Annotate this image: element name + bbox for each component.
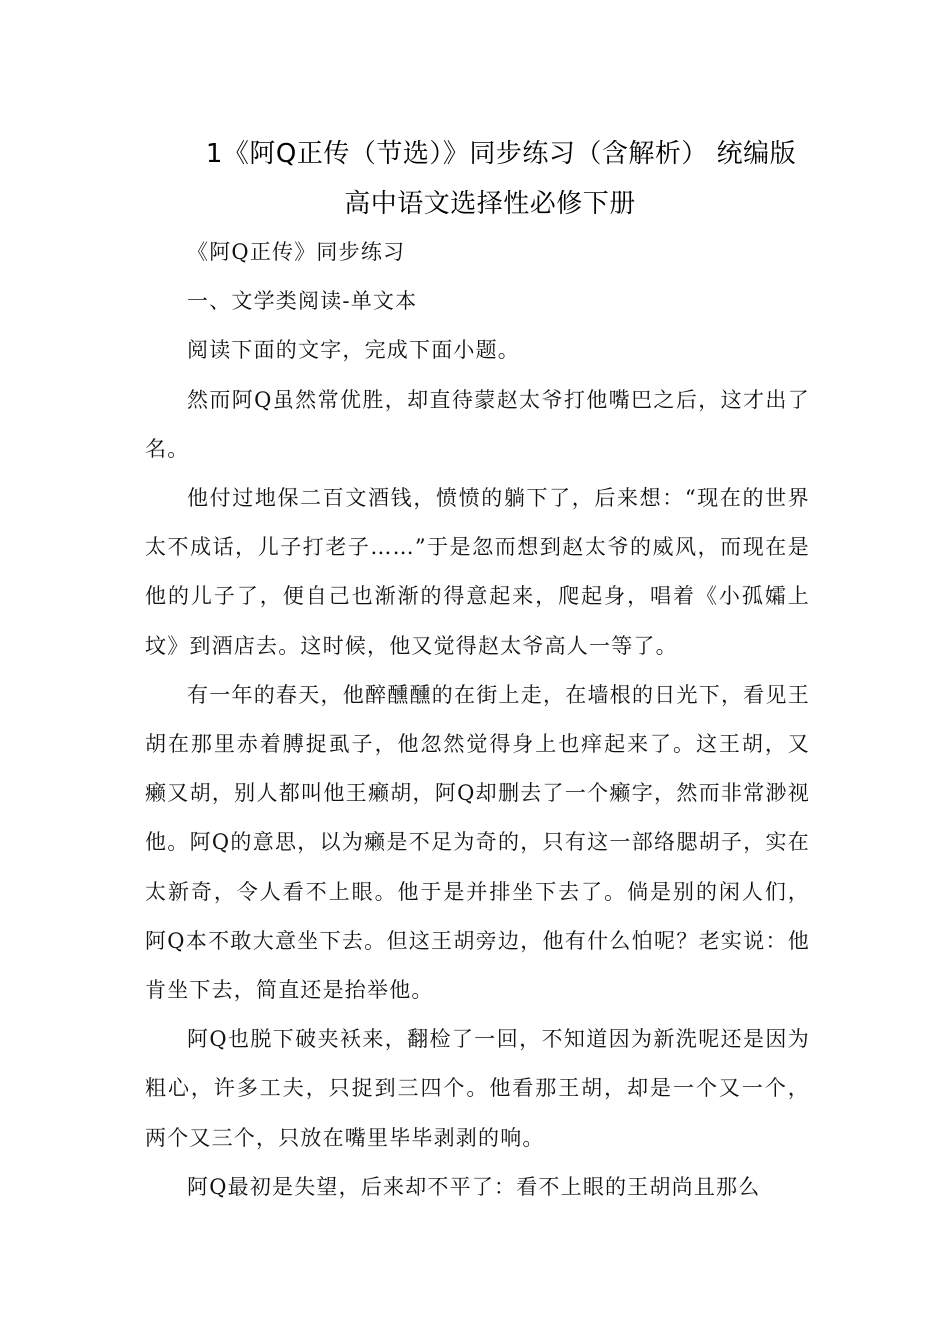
paragraph-5: 阿Q最初是失望，后来却不平了：看不上眼的王胡尚且那么 [187,1174,761,1199]
subtitle: 《阿Q正传》同步练习 [187,240,406,264]
paragraph-1: 然而阿Q虽然常优胜，却直待蒙赵太爷打他嘴巴之后，这才出了名。 [145,387,810,461]
paragraph-2: 他付过地保二百文酒钱，愤愤的躺下了，后来想：“现在的世界太不成话，儿子打老子……”于是忽而想到赵太爷的威风，而现在是他的儿子了，便自己也渐渐的得意起来，爬起身，唱着《小孤孀上坟》到酒店去。这时候，他又觉得赵太爷高人一等了。 [145,486,810,658]
document-title-line2: 高中语文选择性必修下册 [344,189,636,219]
section-heading: 一、文学类阅读-单文本 [187,289,418,314]
document-body [145,228,810,1212]
paragraph-3: 有一年的春天，他醉醺醺的在街上走，在墙根的日光下，看见王胡在那里赤着膊捉虱子，他忽然觉得身上也痒起来了。这王胡，又癞又胡，别人都叫他王癞胡，阿Q却删去了一个癞字，然而非常渺视他。阿Q的意思，以为癞是不足为奇的，只有这一部络腮胡子，实在太新奇，令人看不上眼。他于是并排坐下去了。倘是别的闲人们，阿Q本不敢大意坐下去。但这王胡旁边，他有什么怕呢？老实说：他肯坐下去，简直还是抬举他。 [145,682,810,1003]
instruction-text: 阅读下面的文字，完成下面小题。 [187,338,520,363]
paragraph-4: 阿Q也脱下破夹袄来，翻检了一回，不知道因为新洗呢还是因为粗心，许多工夫，只捉到三四个。他看那王胡，却是一个又一个，两个又三个，只放在嘴里毕毕剥剥的响。 [145,1027,810,1150]
document-title-line1: 1《阿Q正传（节选）》同步练习（含解析） 统编版 [205,139,797,169]
